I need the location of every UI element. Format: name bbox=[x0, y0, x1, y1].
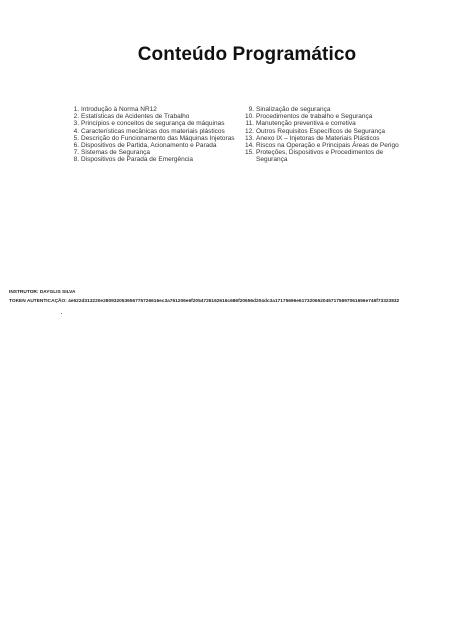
toc-item bbox=[243, 135, 412, 142]
toc-item bbox=[243, 106, 412, 113]
toc-item-number: 4. bbox=[73, 127, 79, 135]
toc-item bbox=[243, 149, 412, 163]
toc-item bbox=[72, 156, 243, 163]
toc-item-text: Características mecânicas dos materiais plásticos bbox=[81, 127, 225, 135]
toc-item-number: 7. bbox=[73, 149, 79, 157]
toc-item bbox=[72, 149, 243, 156]
toc-item-text: Proteções, Dispositivos e Procedimentos de Segurança bbox=[256, 149, 384, 164]
toc-item-number: 14. bbox=[244, 142, 254, 150]
toc-item bbox=[243, 128, 412, 135]
toc-item-text: Anexo IX – Injetoras de Materiais Plásticos bbox=[256, 134, 380, 142]
toc-item bbox=[243, 142, 412, 149]
instructor-label: INSTRUTOR: DAYGLIS SILVA bbox=[9, 290, 76, 295]
table-of-contents bbox=[72, 106, 412, 164]
toc-item-text: Procedimentos de trabalho e Segurança bbox=[256, 113, 373, 121]
page-title: Conteúdo Programático bbox=[137, 44, 357, 65]
toc-item-number: 1. bbox=[73, 106, 79, 113]
auth-token: TOKEN AUTENTICAÇÃO: 4e522d313220e280932053656775726616ec3a761206e6f2054726162616c686f20656d204dc3a17175696e6173206520457175697061656e746f73323832 bbox=[9, 299, 400, 304]
toc-item-text: Riscos na Operação e Principais Áreas de Perigo bbox=[256, 142, 399, 150]
toc-item-number: 13. bbox=[244, 134, 254, 142]
toc-item-number: 15. bbox=[244, 149, 254, 157]
toc-item-number: 12. bbox=[244, 127, 254, 135]
toc-column-left bbox=[72, 106, 243, 164]
toc-item bbox=[243, 113, 412, 120]
toc-item-text: Dispositivos de Partida, Acionamento e Parada bbox=[81, 142, 217, 150]
toc-item bbox=[72, 128, 243, 135]
toc-item-number: 3. bbox=[73, 120, 79, 128]
toc-item bbox=[243, 120, 412, 127]
toc-item-number: 11. bbox=[245, 120, 254, 128]
toc-item-text: Descrição do Funcionamento das Máquinas Injetoras bbox=[81, 134, 235, 142]
toc-item-text: Sinalização de segurança bbox=[256, 106, 331, 113]
toc-item-text: Sistemas de Segurança bbox=[81, 149, 151, 157]
toc-item-text: Estatísticas de Acidentes de Trabalho bbox=[81, 113, 190, 121]
footer bbox=[9, 290, 399, 308]
toc-item-text: Manutenção preventiva e corretiva bbox=[256, 120, 356, 128]
toc-item bbox=[72, 142, 243, 149]
toc-column-right bbox=[243, 106, 412, 164]
toc-item-number: 5. bbox=[73, 134, 79, 142]
toc-item-text: Outros Requisitos Específicos de Segurança bbox=[256, 127, 385, 135]
toc-item bbox=[72, 113, 243, 120]
toc-item bbox=[72, 106, 243, 113]
dot-mark bbox=[61, 313, 62, 314]
toc-item bbox=[72, 135, 243, 142]
toc-item-text: Dispositivos de Parada de Emergência bbox=[81, 156, 194, 164]
toc-item-number: 8. bbox=[73, 156, 79, 164]
toc-item-text: Introdução à Norma NR12 bbox=[81, 106, 157, 113]
toc-item-number: 9. bbox=[248, 106, 254, 113]
toc-item-number: 2. bbox=[73, 113, 79, 121]
toc-item bbox=[72, 120, 243, 127]
toc-item-number: 6. bbox=[73, 142, 79, 150]
toc-item-number: 10. bbox=[244, 113, 254, 121]
toc-item-text: Princípios e conceitos de segurança de máquinas bbox=[81, 120, 225, 128]
